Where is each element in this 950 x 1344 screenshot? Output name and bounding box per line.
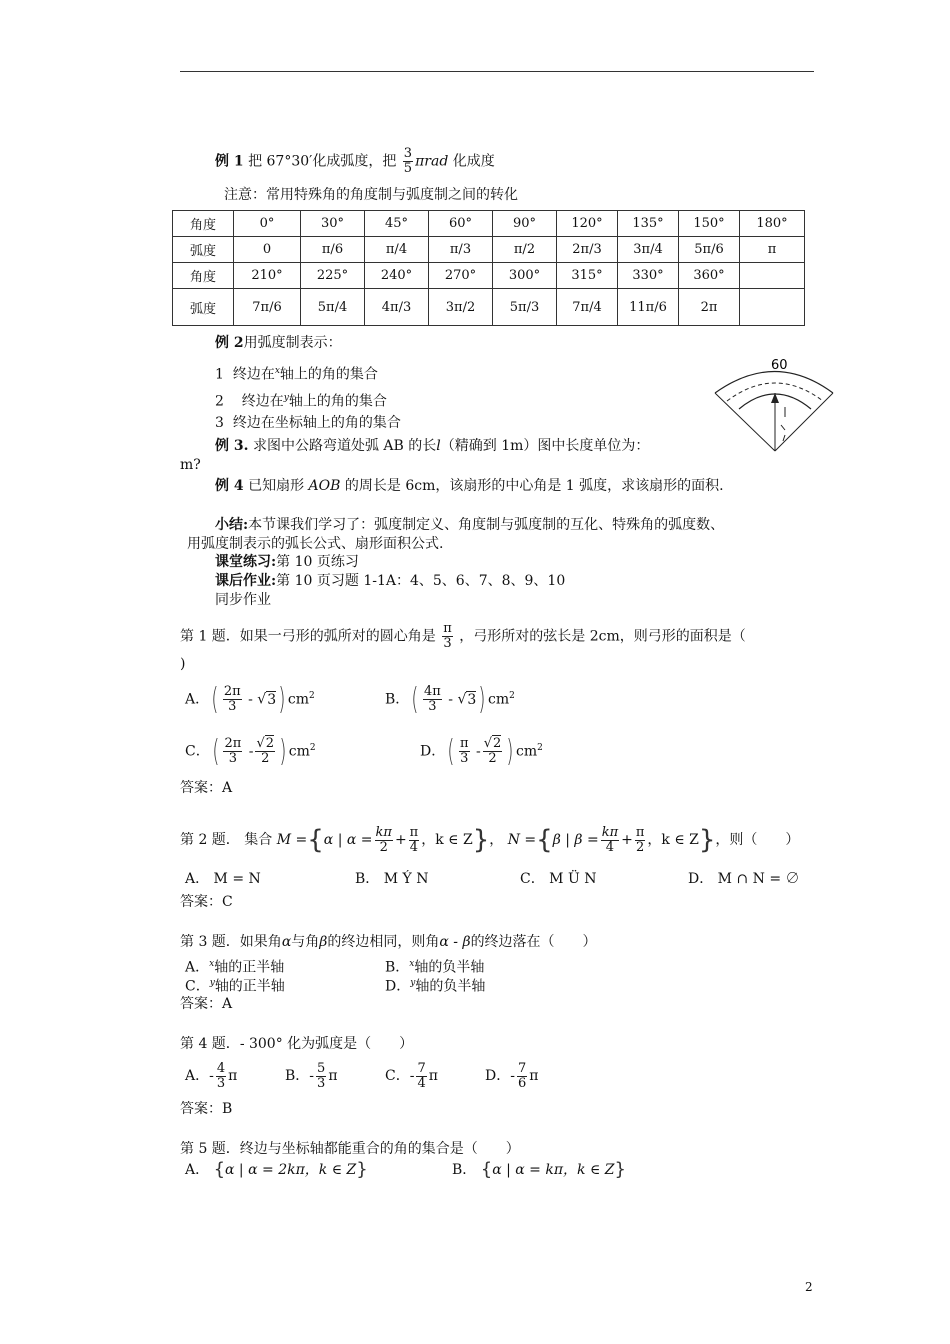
header-rule (180, 71, 814, 72)
table-row: 弧度 0 π/6 π/4 π/3 π/2 2π/3 3π/4 5π/6 π (173, 237, 805, 263)
radius-line (715, 393, 775, 451)
option-a: A． {α | α = 2kπ，k ∈ Z} (185, 1159, 368, 1180)
example-1-text: 把 67°30′化成弧度，把 (248, 153, 397, 170)
angle-radian-table (172, 210, 805, 326)
summary-label: 小结: (215, 517, 249, 533)
option-a: A．- $\frac{4}{3}$ π (185, 1060, 238, 1091)
question-1: 第 1 题．如果一弓形的弧所对的圆心角是 $\frac{\pi}{3}$ ，弓形所对的弦长是 2cm，则弓形的面积是（ (180, 621, 746, 651)
angle-label: 60 (771, 358, 788, 373)
question-5: 第 5 题．终边与坐标轴都能重合的角的集合是（ ） (180, 1141, 520, 1157)
fraction: $\frac{3}{5}$ (403, 146, 413, 176)
option-b: B． {α | α = kπ，k ∈ Z} (452, 1159, 626, 1180)
option-c: C． M Ü N (520, 871, 597, 887)
answer-4: 答案：B (180, 1101, 233, 1117)
outer-arc (715, 372, 833, 394)
option-c: C．$^y$轴的正半轴 (185, 978, 285, 995)
example-1 (215, 147, 495, 176)
table-row: 角度 0° 30° 45° 60° 90° 120° 135° 150° 180° (173, 211, 805, 237)
example-2-item: 2 终边在$^y$轴上的角的集合 (215, 393, 387, 410)
question-3: 第 3 题．如果角α与角β的终边相同，则角α - β的终边落在（ ） (180, 934, 597, 950)
question-4: 第 4 题．- 300° 化为弧度是（ ） (180, 1036, 414, 1052)
practice: 课堂练习:第 10 页练习 (215, 554, 359, 570)
answer-1: 答案：A (180, 780, 233, 796)
example-2-label: 例 2 (215, 335, 244, 351)
page-number: 2 (805, 1280, 813, 1294)
rad-unit: πrad (415, 153, 449, 170)
option-d: D．$^y$轴的负半轴 (385, 978, 486, 995)
example-2-item: 3 终边在坐标轴上的角的集合 (215, 415, 401, 431)
option-d: D．( $\frac{\pi}{3}$ - $\frac{√2}{2}$ ) $cm^2$ (420, 733, 543, 769)
example-2-item: 1 终边在$^x$轴上的角的集合 (215, 366, 378, 383)
option-a: A．( $\frac{2\pi}{3}$ - √3) $cm^2$ (185, 681, 315, 717)
option-b: B．( $\frac{4\pi}{3}$ - √3) $cm^2$ (385, 681, 515, 717)
example-1-label: 例 1 (215, 153, 244, 170)
option-a: A．$^x$轴的正半轴 (185, 959, 285, 976)
note: 注意：常用特殊角的角度制与弧度制之间的转化 (224, 187, 518, 203)
option-c: C．- $\frac{7}{4}$ π (385, 1060, 438, 1091)
example-3-unit: m? (180, 457, 201, 473)
road-curve-diagram (705, 355, 840, 455)
summary: 小结:本节课我们学习了：弧度制定义、角度制与弧度制的互化、特殊角的弧度数、 (215, 517, 725, 533)
table-row: 弧度 7π/6 5π/4 4π/3 3π/2 5π/3 7π/4 11π/6 2π (173, 289, 805, 326)
option-b: B． M Ý N (355, 871, 429, 887)
sync-homework: 同步作业 (215, 592, 271, 608)
homework: 课后作业:第 10 页习题 1-1A：4、5、6、7、8、9、10 (215, 573, 566, 589)
option-c: C．( $\frac{2\pi}{3}$ - $\frac{√2}{2}$ ) $cm^2$ (185, 733, 316, 769)
example-4: 例 4 已知扇形 AOB 的周长是 6cm，该扇形的中心角是 1 弧度，求该扇形的面积. (215, 478, 724, 494)
example-2: 例 2用弧度制表示： (215, 335, 342, 351)
example-4-label: 例 4 (215, 478, 244, 494)
example-1-text-end: 化成度 (452, 153, 495, 170)
question-2: 第 2 题． 集合 M ={α | α = $\frac{k\pi}{2}$ + $\frac{\pi}{4}$ ，k ∈ Z}， N ={β | β = $\frac{k\pi}{4}$ + $\frac{\pi}{2}$ ，k ∈ Z}，则（ ） (180, 824, 800, 855)
option-b: B．$^x$轴的负半轴 (385, 959, 485, 976)
example-3-label: 例 3. (215, 438, 249, 454)
example-3: 例 3. 求图中公路弯道处弧 AB 的长l（精确到 1m）图中长度单位为： (215, 438, 650, 454)
answer-3: 答案：A (180, 996, 233, 1012)
option-b: B．- $\frac{5}{3}$ π (285, 1060, 338, 1091)
table-row: 角度 210° 225° 240° 270° 300° 315° 330° 360° (173, 263, 805, 289)
option-d: D．- $\frac{7}{6}$ π (485, 1060, 539, 1091)
option-d: D． M ∩ N = ∅ (688, 871, 800, 887)
option-a: A． M = N (185, 871, 261, 887)
question-1-close: ) (180, 656, 186, 672)
answer-2: 答案：C (180, 894, 233, 910)
radius-line (775, 393, 833, 451)
dimension-marks (781, 407, 785, 441)
summary-line-2: 用弧度制表示的弧长公式、扇形面积公式. (187, 536, 444, 552)
